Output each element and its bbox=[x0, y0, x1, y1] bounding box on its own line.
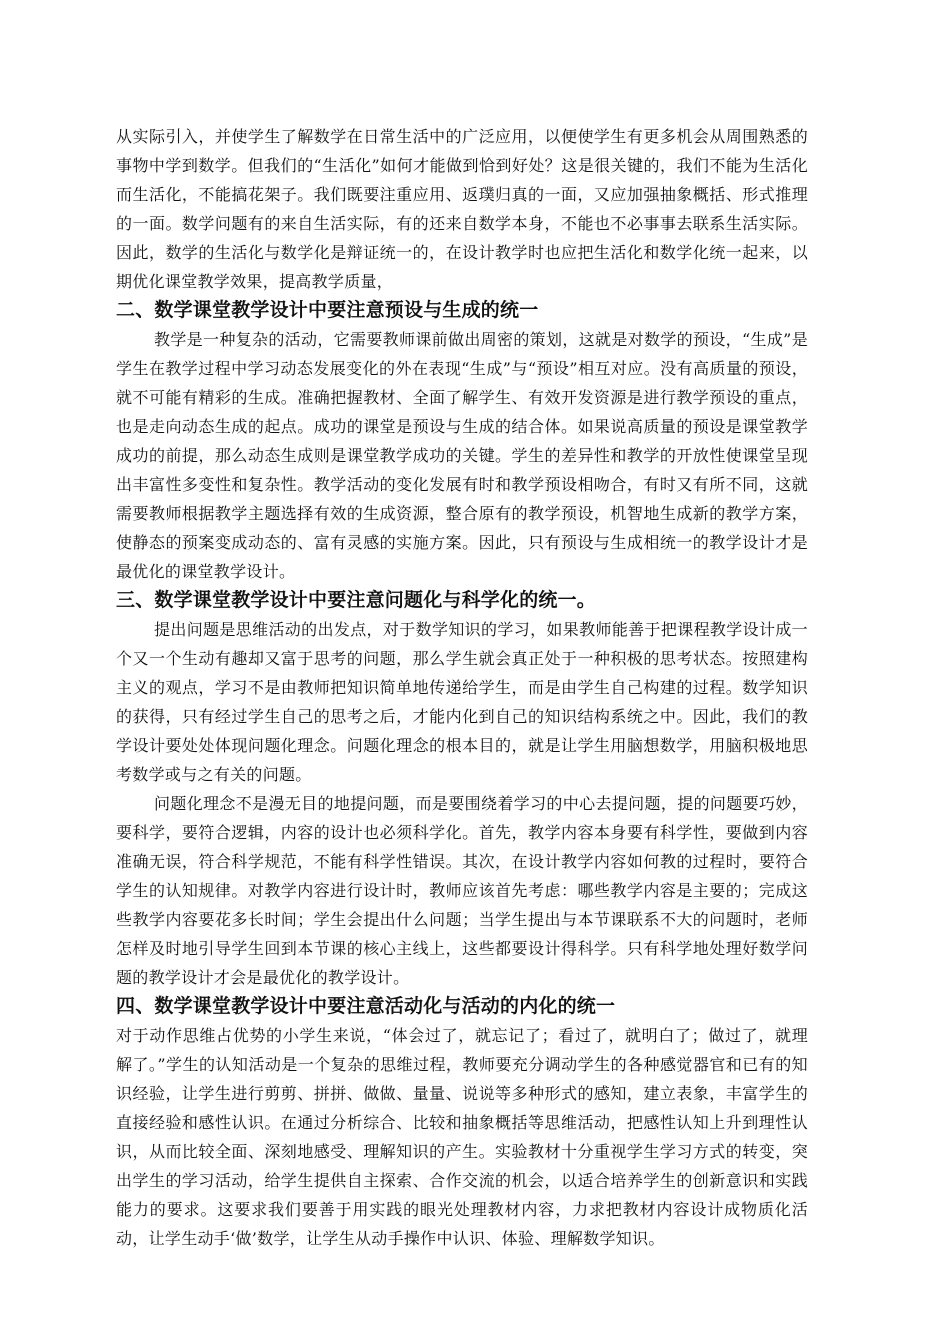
document-body bbox=[116, 122, 808, 1253]
section-heading-3: 三、数学课堂教学设计中要注意问题化与科学化的统一。 bbox=[116, 589, 597, 611]
paragraph-problem-based-1: 提出问题是思维活动的出发点，对于数学知识的学习，如果教师能善于把课程教学设计成一个又一个生动有趣却又富于思考的问题，那么学生就会真正处于一种积极的思考状态。按照建构主义的观点，学习不是由教师把知识简单地传递给学生，而是由学生自己构建的过程。数学知识的获得，只有经过学生自己的思考之后，才能内化到自己的知识结构系统之中。因此，我们的教学设计要处处体现问题化理念。问题化理念的根本目的，就是让学生用脑想数学，用脑积极地思考数学或与之有关的问题。 bbox=[116, 620, 808, 784]
paragraph-preset-generation: 教学是一种复杂的活动，它需要教师课前做出周密的策划，这就是对数学的预设，“生成”是学生在教学过程中学习动态发展变化的外在表现“生成”与“预设”相互对应。没有高质量的预设，就不可能有精彩的生成。准确把握教材、全面了解学生、有效开发资源是进行教学预设的重点，也是走向动态生成的起点。成功的课堂是预设与生成的结合体。如果说高质量的预设是课堂教学成功的前提，那么动态生成则是课堂教学成功的关键。学生的差异性和教学的开放性使课堂呈现出丰富性多变性和复杂性。教学活动的变化发展有时和教学预设相吻合，有时又有所不同，这就需要教师根据教学主题选择有效的生成资源，整合原有的教学预设，机智地生成新的教学方案，使静态的预案变成动态的、富有灵感的实施方案。因此，只有预设与生成相统一的教学设计才是最优化的课堂教学设计。 bbox=[116, 330, 808, 581]
paragraph-problem-based-2: 问题化理念不是漫无目的地提问题，而是要围绕着学习的中心去提问题，提的问题要巧妙，要科学，要符合逻辑，内容的设计也必须科学化。首先，教学内容本身要有科学性，要做到内容准确无误，符合科学规范，不能有科学性错误。其次，在设计教学内容如何教的过程时，要符合学生的认知规律。对教学内容进行设计时，教师应该首先考虑：哪些教学内容是主要的；完成这些教学内容要花多长时间；学生会提出什么问题；当学生提出与本节课联系不大的问题时，老师怎样及时地引导学生回到本节课的核心主线上，这些都要设计得科学。只有科学地处理好数学问题的教学设计才会是最优化的教学设计。 bbox=[116, 794, 808, 987]
section-heading-4: 四、数学课堂教学设计中要注意活动化与活动的内化的统一 bbox=[116, 995, 616, 1017]
section-heading-2: 二、数学课堂教学设计中要注意预设与生成的统一 bbox=[116, 299, 539, 321]
paragraph-activity-internalization: 对于动作思维占优势的小学生来说，“体会过了，就忘记了；看过了，就明白了；做过了，就理解了。”学生的认知活动是一个复杂的思维过程，教师要充分调动学生的各种感觉器官和已有的知识经验，让学生进行剪剪、拼拼、做做、量量、说说等多种形式的感知，建立表象，丰富学生的直接经验和感性认识。在通过分析综合、比较和抽象概括等思维活动，把感性认知上升到理性认识，从而比较全面、深刻地感受、理解知识的产生。实验教材十分重视学生学习方式的转变，突出学生的学习活动，给学生提供自主探索、合作交流的机会，以适合培养学生的创新意识和实践能力的要求。这要求我们要善于用实践的眼光处理教材内容，力求把教材内容设计成物质化活动，让学生动手‘做’数学，让学生从动手操作中认识、体验、理解数学知识。 bbox=[116, 1026, 808, 1248]
paragraph-intro-continued: 从实际引入，并使学生了解数学在日常生活中的广泛应用，以便使学生有更多机会从周围熟悉的事物中学到数学。但我们的“生活化”如何才能做到恰到好处？这是很关键的，我们不能为生活化而生活化，不能搞花架子。我们既要注重应用、返璞归真的一面，又应加强抽象概括、形式推理的一面。数学问题有的来自生活实际，有的还来自数学本身，不能也不必事事去联系生活实际。因此，数学的生活化与数学化是辩证统一的，在设计教学时也应把生活化和数学化统一起来，以期优化课堂教学效果，提高教学质量， bbox=[116, 127, 808, 291]
